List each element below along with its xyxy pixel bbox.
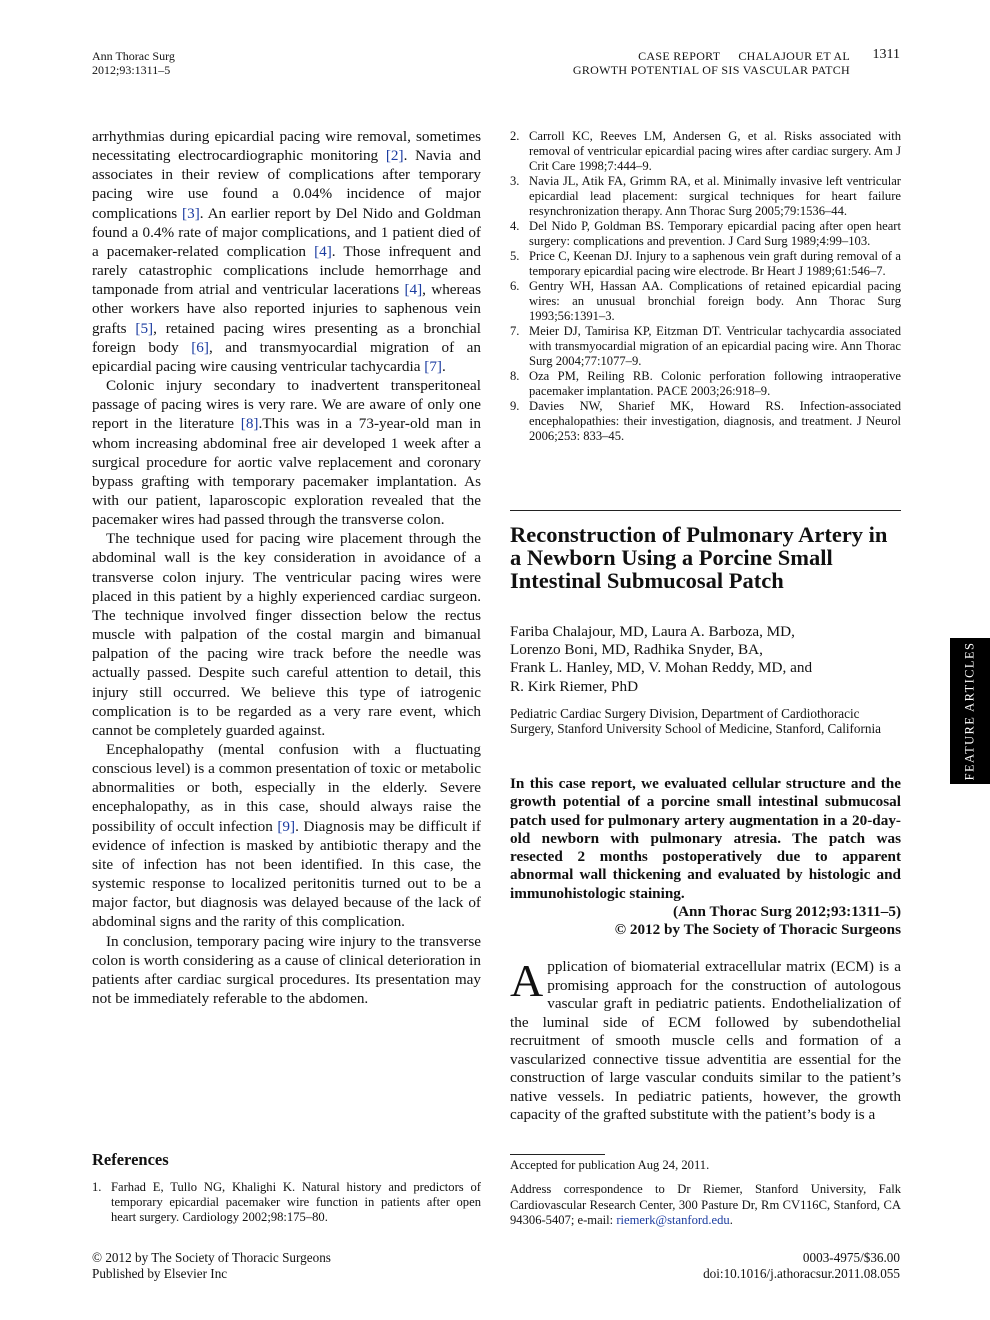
citation-link[interactable]: [8] bbox=[240, 415, 259, 433]
footnote-divider bbox=[510, 1154, 605, 1155]
paragraph: The technique used for pacing wire placement through the abdominal wall is the key consideration in avoidance of a transverse colon injury. The ventricular pacing wires were placed in this patient by a highly experienced cardiac surgeon. The technique involved finger dissection below the rectus muscle with palpation of the costal margin and bimanual palpation of the pacing wire track before the needle was actually passed. Despite such careful attention to detail, this injury still occurred. We believe this type of iatrogenic complication is to be regarded as a very rare event, which cannot be completely guarded against. bbox=[92, 530, 481, 739]
reference-item: 9. Davies NW, Sharief MK, Howard RS. Infection-associated encephalopathies: their investigation, diagnosis, and treatment. J Neurol 2006;253: 833–45. bbox=[510, 399, 901, 443]
journal-volume: 2012;93:1311–5 bbox=[92, 63, 171, 77]
abstract-copyright: © 2012 by The Society of Thoracic Surgeons bbox=[614, 921, 901, 939]
footer-doi[interactable]: doi:10.1016/j.athoracsur.2011.08.055 bbox=[703, 1265, 900, 1281]
paragraph: In conclusion, temporary pacing wire injury to the transverse colon is worth considering as a cause of clinical deterioration in patients after cardiac surgical procedures. Its presentation may not be immediately referable to the abdomen. bbox=[92, 932, 481, 1008]
article-title: Reconstruction of Pulmonary Artery in a Newborn Using a Porcine Small Intestinal Submucosal Patch bbox=[510, 522, 888, 593]
article-authors: Fariba Chalajour, MD, Laura A. Barboza, MD, Lorenzo Boni, MD, Radhika Snyder, BA, Frank L. Hanley, MD, V. Mohan Reddy, MD, and R. Kirk Riemer, PhD bbox=[510, 623, 813, 695]
reference-item: 5. Price C, Keenan DJ. Injury to a saphenous vein graft during removal of a temporary epicardial pacing wire electrode. Br Heart J 1989;61:546–7. bbox=[510, 249, 901, 278]
citation-link[interactable]: [6] bbox=[191, 338, 209, 356]
paragraph: Colonic injury secondary to inadvertent transperitoneal passage of pacing wires is very rare. We are aware of only one report in the literature [8].This was in a 73-year-old man in whom increasing abdominal free air developed 1 week after a surgical procedure for aortic valve replacement and coronary bypass grafting with temporary pacemaker implantation. As with our patient, laparoscopic exploration revealed that the pacemaker wires had passed through the transverse colon. bbox=[92, 377, 481, 529]
references-heading: References bbox=[92, 1150, 169, 1169]
reference-item: 7. Meier DJ, Tamirisa KP, Eitzman DT. Ventricular tachycardia associated with transmyocardial migration of an epicardial pacing wire. Ann Thorac Surg 2004;77:1077–9. bbox=[510, 324, 901, 368]
reference-item: 1. Farhad E, Tullo NG, Khalighi K. Natural history and predictors of temporary epicardial pacemaker wire function in patients after open heart surgery. Cardiology 2002;98:175–80. bbox=[92, 1180, 481, 1224]
paragraph: Encephalopathy (mental confusion with a fluctuating conscious level) is a common presentation of toxic or metabolic abnormalities or both, especially in the elderly. Severe encephalopathy, as in this case, should always raise the possibility of occult infection [9]. Diagnosis may be difficult if evidence of infection is masked by antibiotic therapy and the site of infection has not been identified. In this case, the systemic response to localized peritonitis turned out to be a major factor, but diagnosis was delayed because of the lack of abdominal signs and the rarity of this complication. bbox=[92, 741, 481, 931]
reference-item: 4. Del Nido P, Goldman BS. Temporary epicardial pacing after open heart surgery: complications and prevention. J Card Surg 1989;4:99–103. bbox=[510, 219, 901, 248]
footer-copyright: © 2012 by The Society of Thoracic Surgeons bbox=[92, 1250, 331, 1265]
abstract bbox=[510, 775, 901, 940]
footer-left bbox=[92, 1250, 331, 1281]
journal-name: Ann Thorac Surg bbox=[92, 49, 175, 63]
feature-articles-tab bbox=[950, 638, 990, 784]
citation-link[interactable]: [2] bbox=[385, 147, 404, 165]
abstract-text: In this case report, we evaluated cellular structure and the growth potential of a porcine small intestinal submucosal patch used for pulmonary artery augmentation in a 20-day-old newborn with pulmonary atresia. The patch was resected 2 months postoperatively due to apparent abnormal wall thickening and evaluated by histologic and immunohistologic staining. bbox=[510, 775, 901, 902]
footer-issn: 0003-4975/$36.00 bbox=[802, 1250, 900, 1265]
citation-link[interactable]: [3] bbox=[182, 204, 200, 222]
citation-link[interactable]: [4] bbox=[404, 281, 423, 299]
authors-short: CHALAJOUR ET AL bbox=[738, 49, 850, 63]
page-number: 1311 bbox=[872, 47, 900, 62]
reference-item: 6. Gentry WH, Hassan AA. Complications of retained epicardial pacing wires: an unusual bronchial foreign body. Ann Thorac Surg 1993;56:1391–3. bbox=[510, 279, 901, 323]
citation-link[interactable]: [9] bbox=[277, 817, 296, 835]
intro-text: pplication of biomaterial extracellular matrix (ECM) is a promising approach for the construction of autologous vascular graft in pediatric patients. Endothelialization of the luminal side of ECM followed by subendothelial recruitment of smooth muscle cells and formation of a vascularized connective tissue adventitia are essential for the construction of large vascular conduits similar to the patient’s native vessels. In pediatric patients, however, the growth capacity of the grafted substitute with the patient’s body is a bbox=[510, 958, 901, 1123]
article-type: CASE REPORT bbox=[638, 49, 721, 63]
accepted-note: Accepted for publication Aug 24, 2011. bbox=[510, 1158, 710, 1172]
running-header-left bbox=[92, 49, 175, 77]
citation-link[interactable]: [7] bbox=[424, 357, 442, 375]
article-affiliation: Pediatric Cardiac Surgery Division, Department of Cardiothoracic Surgery, Stanford University School of Medicine, Stanford, California bbox=[510, 706, 882, 736]
running-title: GROWTH POTENTIAL OF SIS VASCULAR PATCH bbox=[572, 63, 850, 77]
left-column bbox=[92, 127, 481, 1008]
running-header-right bbox=[573, 49, 850, 77]
reference-item: 3. Navia JL, Atik FA, Grimm RA, et al. Minimally invasive left ventricular epicardial lead placement: surgical techniques for heart failure resynchronization therapy. Ann Thorac Surg 2005;79:1536–44. bbox=[510, 174, 901, 218]
side-tab-label: FEATURE ARTICLES bbox=[962, 641, 977, 781]
citation-link[interactable]: [5] bbox=[135, 319, 154, 337]
abstract-citation: (Ann Thorac Surg 2012;93:1311–5) bbox=[673, 903, 901, 921]
drop-cap: A bbox=[510, 955, 544, 1006]
footer-publisher: Published by Elsevier Inc bbox=[92, 1265, 228, 1281]
footer-right bbox=[703, 1250, 900, 1281]
article-intro bbox=[510, 955, 901, 1125]
reference-list-left bbox=[92, 1180, 481, 1225]
correspondence-note: Address correspondence to Dr Riemer, Stanford University, Falk Cardiovascular Research Center, 300 Pasture Dr, Rm CV116C, Stanford, CA 94306-5407; e-mail: riemerk@stanford.edu. bbox=[510, 1182, 901, 1227]
section-divider bbox=[510, 510, 901, 511]
reference-item: 2. Carroll KC, Reeves LM, Andersen G, et al. Risks associated with removal of ventricular epicardial pacing wires after cardiac surgery. Am J Crit Care 1998;7:444–9. bbox=[510, 129, 901, 173]
email-link[interactable]: riemerk@stanford.edu bbox=[616, 1213, 730, 1227]
paragraph: arrhythmias during epicardial pacing wire removal, sometimes necessitating electrocardiographic monitoring [2]. Navia and associates in their review of complications after temporary pacing wire use found a 0.04% incidence of major complications [3]. An earlier report by Del Nido and Goldman found a 0.4% rate of major complications, and 1 patient died of a pacemaker-related complication [4]. Those infrequent and rarely catastrophic complications include hemorrhage and tamponade from atrial and ventricular lacerations [4], whereas other workers have also reported injuries to saphenous vein grafts [5], retained pacing wires presenting as a bronchial foreign body [6], and transmyocardial migration of an epicardial pacing wire causing ventricular tachycardia [7]. bbox=[92, 128, 481, 375]
reference-list-right bbox=[510, 129, 901, 444]
reference-item: 8. Oza PM, Reiling RB. Colonic perforation following intraoperative pacemaker implantation. PACE 2003;26:918–9. bbox=[510, 369, 901, 398]
citation-link[interactable]: [4] bbox=[314, 242, 332, 260]
